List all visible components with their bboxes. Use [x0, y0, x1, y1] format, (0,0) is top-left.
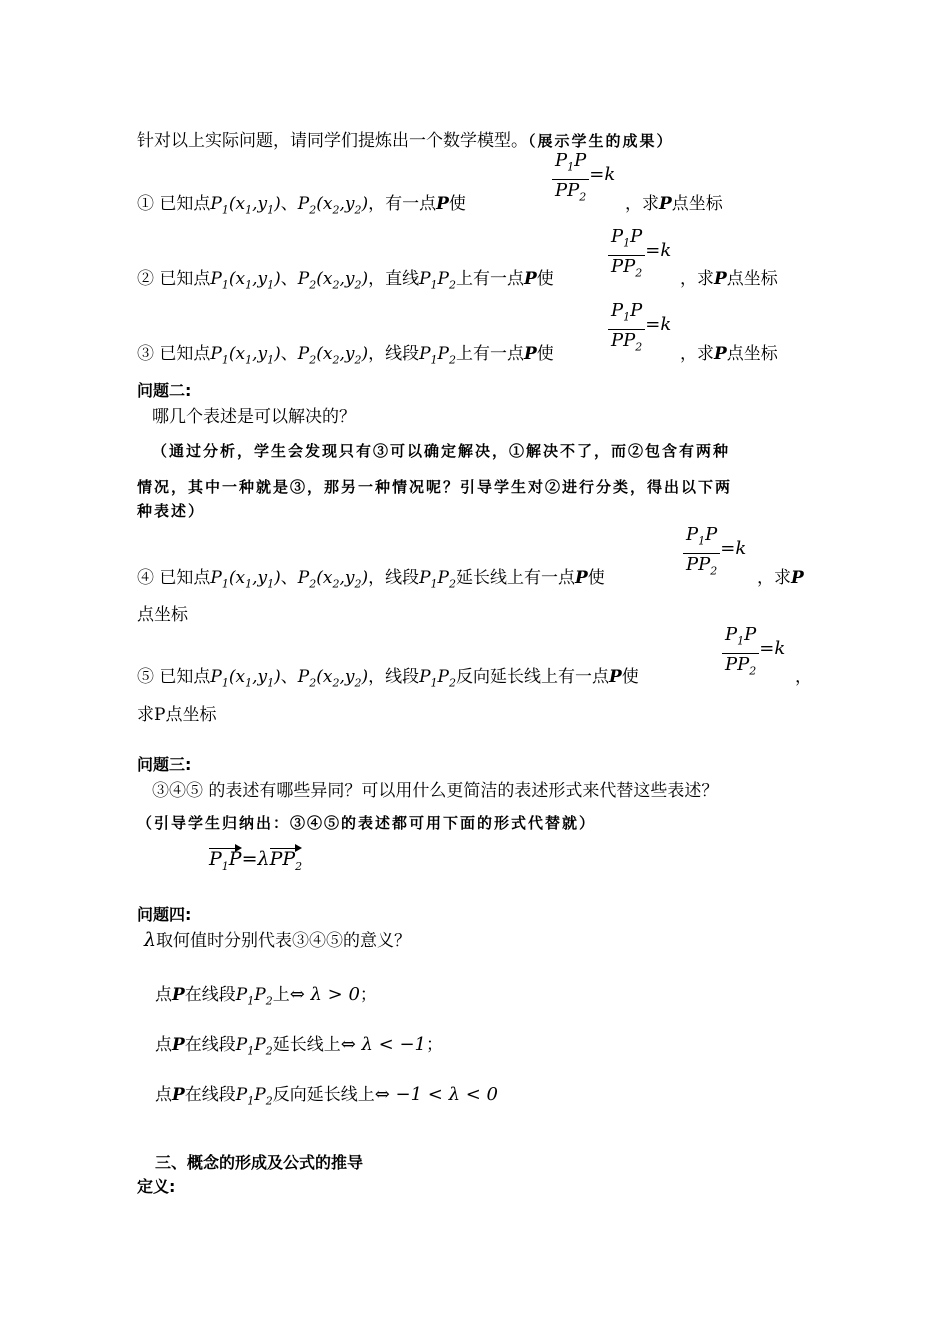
lambda-symbol: λ [144, 929, 157, 951]
point-p2: $P_2(x_2,y_2)$ [297, 194, 369, 217]
ratio-den: $PP_2$ [722, 653, 759, 683]
item-number: ④ [137, 568, 154, 588]
item-cond: ，线段 [368, 568, 420, 588]
point-p: P [714, 269, 727, 289]
intro-line [137, 126, 674, 151]
ratio-num: $P_1P$ [611, 226, 643, 250]
ratio-num: $P_1P$ [555, 150, 587, 174]
ratio-fraction-4 [683, 524, 747, 582]
separator: 、 [280, 344, 298, 364]
cond-mid: 在线段 [184, 985, 236, 1005]
point-p: P [172, 1085, 185, 1105]
cond-mid: 在线段 [184, 1035, 236, 1055]
item-known: 已知点 [159, 568, 211, 588]
item-known: 已知点 [159, 269, 211, 289]
item-5-ask-tail [137, 700, 216, 725]
item-known: 已知点 [159, 344, 211, 364]
segment-p1p2: $P_1P_2$ [419, 269, 456, 292]
ratio-den: $PP_2$ [552, 179, 589, 209]
item-cond: ，线段 [368, 667, 420, 687]
ratio-fraction-1 [552, 150, 616, 208]
point-p: P [172, 985, 185, 1005]
item-ask-tail: 点坐标 [726, 344, 778, 364]
item-3 [137, 339, 554, 366]
section3-title: 三、概念的形成及公式的推导 [155, 1153, 364, 1172]
cond-expr: ⇔ λ < −1 [340, 1034, 426, 1055]
item-number: ① [137, 194, 154, 214]
ratio-rhs: =k [720, 538, 747, 559]
cond-where: 上 [272, 985, 290, 1005]
condition-line-1 [155, 980, 377, 1007]
ratio-den: $PP_2$ [608, 329, 645, 359]
ratio-fraction-2 [608, 226, 672, 284]
vector-formula [209, 848, 302, 873]
point-p2: $P_2(x_2,y_2)$ [297, 667, 369, 690]
intro-text: 针对以上实际问题，请同学们提炼出一个数学模型。 [137, 131, 528, 151]
point-p1: $P_1(x_1,y_1)$ [210, 568, 281, 591]
cond-end: ； [359, 985, 377, 1005]
item-cond: ，线段 [368, 344, 420, 364]
segment-p1p2: $P_1P_2$ [235, 1085, 273, 1108]
ratio-fraction-3 [608, 300, 672, 358]
cond-end: ； [425, 1035, 443, 1055]
q2-note-line2: 情况，其中一种就是③，那另一种情况呢？引导学生对②进行分类，得出以下两 [137, 478, 733, 496]
condition-line-2 [155, 1030, 443, 1057]
separator: 、 [280, 667, 298, 687]
point-p2: $P_2(x_2,y_2)$ [297, 344, 369, 367]
point-p: P [524, 269, 537, 289]
item-cond: ，直线 [368, 269, 420, 289]
point-p: P [714, 344, 727, 364]
cond-expr: ⇔ −1 < λ < 0 [374, 1084, 498, 1105]
ratio-num: $P_1P$ [686, 524, 718, 548]
segment-p1p2: $P_1P_2$ [235, 1035, 273, 1058]
item-ask: ，求 [757, 568, 791, 588]
separator: 、 [280, 269, 298, 289]
ratio-num: $P_1P$ [725, 624, 757, 648]
cond-expr: ⇔ λ > 0 [289, 984, 360, 1005]
ratio-rhs: =k [759, 638, 786, 659]
item-on: 延长线上有一点 [456, 568, 575, 588]
ratio-den: $PP_2$ [683, 553, 720, 583]
item-ask: ，求 [680, 344, 714, 364]
item-number: ② [137, 269, 154, 289]
q3-question: ③④⑤ 的表述有哪些异同？可以用什么更简洁的表述形式来代替这些表述？ [152, 781, 719, 801]
segment-p1p2: $P_1P_2$ [235, 985, 273, 1008]
item-2-ask [680, 264, 778, 289]
ratio-fraction-5 [722, 624, 786, 682]
point-p1: $P_1(x_1,y_1)$ [210, 269, 281, 292]
point-p: P [524, 344, 537, 364]
cond-pre: 点 [155, 985, 172, 1005]
item-known: 已知点 [159, 194, 211, 214]
q2-note-line3: 种表述） [137, 502, 206, 520]
item-on: 反向延长线上有一点 [456, 667, 609, 687]
segment-p1p2: $P_1P_2$ [419, 667, 456, 690]
q2-title: 问题二: [137, 381, 192, 400]
formula-mid: =λ [241, 848, 270, 870]
q4-question: 取何值时分别代表③④⑤的意义？ [156, 931, 412, 951]
point-p: P [659, 194, 672, 214]
segment-p1p2: $P_1P_2$ [419, 344, 456, 367]
point-p: P [791, 568, 804, 588]
q4-question-line [144, 926, 411, 951]
item-4-ask-tail: 点坐标 [137, 605, 188, 625]
item-shi: 使 [587, 568, 605, 588]
item-ask: ，求 [680, 269, 714, 289]
item-ask: ，求 [625, 194, 659, 214]
cond-mid: 在线段 [184, 1085, 236, 1105]
item-4-ask [757, 563, 804, 588]
item-4 [137, 563, 605, 590]
item-5-ask: ， [795, 667, 812, 687]
intro-note: （展示学生的成果） [528, 132, 674, 150]
condition-line-3 [155, 1080, 498, 1107]
ratio-den: $PP_2$ [608, 255, 645, 285]
item-3-ask [680, 339, 778, 364]
ratio-num: $P_1P$ [611, 300, 643, 324]
ratio-rhs: =k [645, 240, 672, 261]
item-on: 上有一点 [456, 269, 524, 289]
q3-note: （引导学生归纳出：③④⑤的表述都可用下面的形式代替就） [137, 814, 597, 832]
point-p1: $P_1(x_1,y_1)$ [210, 194, 281, 217]
q4-title: 问题四: [137, 905, 192, 924]
item-1 [137, 189, 466, 216]
point-p2: $P_2(x_2,y_2)$ [297, 568, 369, 591]
q2-note-line1: （通过分析，学生会发现只有③可以确定解决，①解决不了，而②包含有两种 [152, 442, 731, 460]
item-ask-tail: 点坐标 [671, 194, 723, 214]
item-shi: 使 [536, 269, 554, 289]
item-5 [137, 662, 639, 689]
item-shi: 使 [621, 667, 639, 687]
segment-p1p2: $P_1P_2$ [419, 568, 456, 591]
item-known: 已知点 [159, 667, 211, 687]
item-ask-tail: 求P点坐标 [137, 705, 217, 725]
point-p1: $P_1(x_1,y_1)$ [210, 667, 281, 690]
point-p1: $P_1(x_1,y_1)$ [210, 344, 281, 367]
point-p: P [172, 1035, 185, 1055]
definition-label: 定义: [137, 1177, 176, 1196]
cond-where: 延长线上 [272, 1035, 341, 1055]
item-shi: 使 [536, 344, 554, 364]
item-ask-tail: 点坐标 [726, 269, 778, 289]
item-2 [137, 264, 554, 291]
point-p: P [436, 194, 449, 214]
item-1-ask [625, 189, 723, 214]
ratio-rhs: =k [589, 164, 616, 185]
separator: 、 [280, 568, 298, 588]
item-shi: 使 [448, 194, 466, 214]
cond-pre: 点 [155, 1085, 172, 1105]
item-on: 上有一点 [456, 344, 524, 364]
point-p: P [575, 568, 588, 588]
vector-pp2: $PP_2$ [269, 848, 303, 873]
point-p: P [609, 667, 622, 687]
ratio-rhs: =k [645, 314, 672, 335]
cond-where: 反向延长线上 [272, 1085, 375, 1105]
separator: 、 [280, 194, 298, 214]
point-p2: $P_2(x_2,y_2)$ [297, 269, 369, 292]
q2-question: 哪几个表述是可以解决的？ [152, 407, 356, 427]
item-cond: ，有一点 [368, 194, 437, 214]
item-number: ③ [137, 344, 154, 364]
cond-pre: 点 [155, 1035, 172, 1055]
vector-p1p: $P_1P$ [209, 848, 242, 873]
q3-title: 问题三: [137, 755, 192, 774]
item-number: ⑤ [137, 667, 154, 687]
